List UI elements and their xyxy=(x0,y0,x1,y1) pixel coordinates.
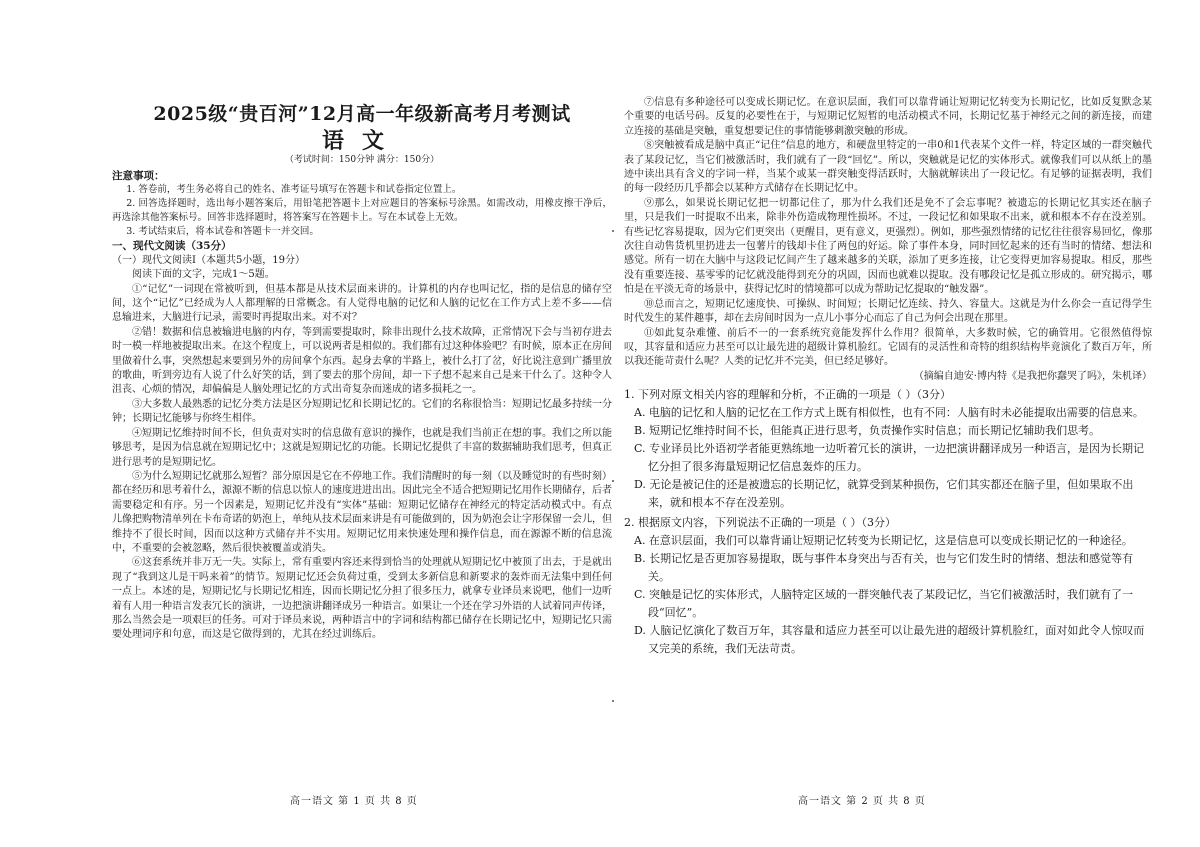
question-stem: 2. 根据原文内容，下列说法不正确的一项是（ ）（3分） xyxy=(624,516,896,530)
question-option: B. 长期记忆是否更加容易提取，既与事件本身突出与否有关，也与它们发生时的情绪、想法和感觉等有关。 xyxy=(634,552,1134,584)
binding-dot xyxy=(612,700,614,702)
passage-paragraph: ⑩总而言之，短期记忆速度快、可操纵、时间短；长期记忆连续、持久、容量大。这就是为什么你会一直记得学生时代发生的某件趣事，却在去房间时因为一点儿小事分心而忘了自己为何会出现在那里。 xyxy=(624,298,1152,325)
passage-paragraph: ⑥这套系统并非万无一失。实际上，常有重要内容还来得到恰当的处理就从短期记忆中被顶了出去，于是就出现了“我到这儿是干吗来着”的情节。短期记忆还会负荷过重，受到太多新信息和新要求的轰炸而无法集中到任何一点上。本述的是，短期记忆与长期记忆相连，因而长期记忆分担了很多压力，就拿专业译员来说吧，他们一边听着有人用一种语言发表冗长的演讲，一边把演讲翻译成另一种语言。如果让一个还在学习外语的人试着同声传译，那么当然会是一项艰巨的任务。可对于译员来说，两种语言中的字词和结构都已储存在长期记忆中，短期记忆只需要处理词序和句意，而这是它做得到的，尤其在经过训练后。 xyxy=(112,557,612,641)
note-item: 2. 回答选择题时，选出每小题答案后，用铅笔把答题卡上对应题目的答案标号涂黑。如需改动，用橡皮擦干净后，再选涂其他答案标号。回答非选择题时，将答案写在答题卡上。写在本试卷上无效。 xyxy=(112,198,612,224)
question-option: C. 专业译员比外语初学者能更熟练地一边听着冗长的演讲，一边把演讲翻译成另一种语言，是因为长期记忆分担了很多海量短期记忆信息轰炸的压力。 xyxy=(634,442,1145,474)
question-option: D. 无论是被记住的还是被遗忘的长期记忆，就算受到某种损伤，它们其实都还在脑子里，但如果取不出来，就和根本不存在没差别。 xyxy=(634,478,1134,510)
passage-paragraph: ⑤为什么短期记忆就那么短暂？部分原因是它在不停地工作。我们清醒时的每一刻（以及睡觉时的有些时刻）都在经历和思考着什么，源源不断的信息以惊人的速度进进出出。因此完全不适合把短期记忆用作长期储存，后者需要稳定和有序。另一个因素是，短期记忆并没有“实体”基础：短期记忆储存在神经元的特定活动模式中。有点儿像把购物清单列在卡布奇诺的奶泡上，单纯从技术层面来讲是有可能做到的，因为奶泡会让字形保留一会儿，但维持不了很长时间，因而以这种方式储存并不实用。短期记忆用来快速处理和操作信息，而在源源不断的信息流中，不重要的会被忽略，然后很快被覆盖或消失。 xyxy=(112,470,612,554)
question-option: D. 人脑记忆演化了数百万年，其容量和适应力甚至可以让最先进的超级计算机脸红，面对如此令人惊叹而又完美的系统，我们无法苛责。 xyxy=(634,624,1145,656)
binding-dot xyxy=(612,230,614,232)
page-footer-right: 高一语文 第 2 页 共 8 页 xyxy=(798,796,926,807)
passage-paragraph: ⑧突触被看成是脑中真正“记住”信息的地方，和硬盘里特定的一串0和1代表某个文件一样，特定区域的一群突触代表了某段记忆，当它们被激活时，我们就有了一段“回忆”。所以，突触就是记忆的实体形式。就像我们可以从纸上的墨迹中读出具有含义的字词一样，当某个或某一群突触变得活跃时，大脑就解读出了一段记忆。有足够的证据表明，我们的每一段经历几乎都会以某种方式储存在长期记忆中。 xyxy=(624,140,1152,195)
passage-source: （摘编自迪安·博内特《是我把你蠢哭了吗》，朱机译） xyxy=(913,370,1152,382)
reading-instruction: 阅读下面的文字，完成1～5题。 xyxy=(132,269,275,281)
subsection-heading: （一）现代文阅读Ⅰ（本题共5小题，19分） xyxy=(112,254,306,266)
exam-info: （考试时间：150分钟 满分：150分） xyxy=(284,155,440,165)
question-stem: 1. 下列对原文相关内容的理解和分析，不正确的一项是（ ）（3分） xyxy=(624,388,951,402)
binding-dot xyxy=(612,480,614,482)
passage-paragraph: ②错！数据和信息被输进电脑的内存，等到需要提取时，除非出现什么技术故障，正常情况下会与当初存进去时一模一样地被提取出来。在这个程度上，可以说两者是相似的。我们都有过这种体验吧？有时候，原本正在房间里做着什么事，突然想起来要到另外的房间拿个东西。起身去拿的半路上，被什么打了岔，好比说注意到广播里放的歌曲，听到旁边有人说了什么好笑的话，到了要去的那个房间，却一下子想不起来自己是来干什么了。这种令人沮丧、心烦的情况，却偏偏是人脑处理记忆的方式出奇复杂而迷成的诸多损耗之一。 xyxy=(112,326,612,396)
passage-paragraph: ⑦信息有多种途径可以变成长期记忆。在意识层面，我们可以靠背诵让短期记忆转变为长期记忆，比如反复默念某个重要的电话号码。反复的必要性在于，与短期记忆短暂的电活动模式不同，长期记忆基于神经元之间的新连接，而建立连接的基础是突触，重复想要记住的事情能够刺激突触的形成。 xyxy=(624,97,1152,137)
passage-paragraph: ③大多数人最熟悉的记忆分类方法是区分短期记忆和长期记忆的。它们的名称很恰当：短期记忆最多持续一分钟；长期记忆能够与你终生相伴。 xyxy=(112,398,612,425)
question-option: A. 电脑的记忆和人脑的记忆在工作方式上既有相似性，也有不同：人脑有时未必能提取出需要的信息来。 xyxy=(634,406,1144,420)
right-page xyxy=(624,96,1152,658)
passage-paragraph: ⑪如此复杂难懂、前后不一的一套系统究竟能发挥什么作用？很简单，大多数时候，它的确管用。它很然值得惊叹，其容量和适应力甚至可以让最先进的超级计算机脸红。它固有的灵活性和奇特的组织结构毕竟演化了数百万年，所以我还能苛责什么呢？人类的记忆并不完美，但已经足够好。 xyxy=(624,327,1152,368)
passage-paragraph: ⑨那么，如果说长期记忆把一切都记住了，那为什么我们还是免不了会忘事呢？被遗忘的长期记忆其实还在脑子里，只是我们一时提取不出来，除非外伤造成物理性损坏。不过，一段记忆和如果取不出来，就和根本不存在没差别。有些记忆容易提取，因为它们更突出（更醒目，更有意义，更强烈）。例如，那些强烈情绪的记忆往往很容易回忆，像那次往自动售货机里扔进去一包薯片的钱却卡住了两包的好运。除了事件本身，同时回忆起来的还有当时的情绪、想法和感觉。所有一切在大脑中与这段记忆间产生了越来越多的关联，添加了更多连接，让它变得更加容易提取。相反，那些没有重要连接、基零零的记忆就没能得到充分的巩固，因而也就难以提取。没有哪段记忆是孤立形成的。研究揭示，哪怕是在平淡无奇的场景中，获得记忆时的情境都可以成为帮助记忆提取的“触发器”。 xyxy=(624,197,1152,296)
section-heading: 一、现代文阅读（35分） xyxy=(112,240,232,253)
exam-title: 2025级“贵百河”12月高一年级新高考月考测试 xyxy=(153,103,571,125)
note-item: 1. 答卷前，考生务必将自己的姓名、准考证号填写在答题卡和试卷指定位置上。 xyxy=(126,184,462,196)
left-page xyxy=(112,92,612,643)
notes-heading: 注意事项： xyxy=(112,170,165,182)
passage-paragraph: ④短期记忆维持时间不长，但负责对实时的信息做有意识的操作，也就是我们当前正在想的事。我们之所以能够思考，是因为信息就在短期记忆中；这就是短期记忆的功能。长期记忆提供了丰富的数据辅助我们思考，但真正进行思考的是短期记忆。 xyxy=(112,427,612,468)
page-footer-left: 高一语文 第 1 页 共 8 页 xyxy=(290,796,418,807)
question-option: B. 短期记忆维持时间不长，但能真正进行思考，负责操作实时信息；而长期记忆辅助我们思考。 xyxy=(634,424,1101,438)
passage-paragraph: ①“记忆”一词现在常被听到，但基本都是从技术层面来讲的。计算机的内存也叫记忆，指的是信息的储存空间，这个“记忆”已经成为人人都理解的日常概念。有人觉得电脑的记忆和人脑的记忆在工作方式上差不多——信息输进来，大脑进行记录，需要时再提取出来。对不对？ xyxy=(112,283,612,324)
question-option: C. 突触是记忆的实体形式，人脑特定区域的一群突触代表了某段记忆，当它们被激活时，我们就有了一段“回忆”。 xyxy=(634,588,1134,620)
note-item: 3. 考试结束后，将本试卷和答题卡一并交回。 xyxy=(126,226,319,238)
subject-title: 语文 xyxy=(321,128,402,154)
question-option: A. 在意识层面，我们可以靠背诵让短期记忆转变为长期记忆，这是信息可以变成长期记忆的一种途径。 xyxy=(634,534,1133,548)
